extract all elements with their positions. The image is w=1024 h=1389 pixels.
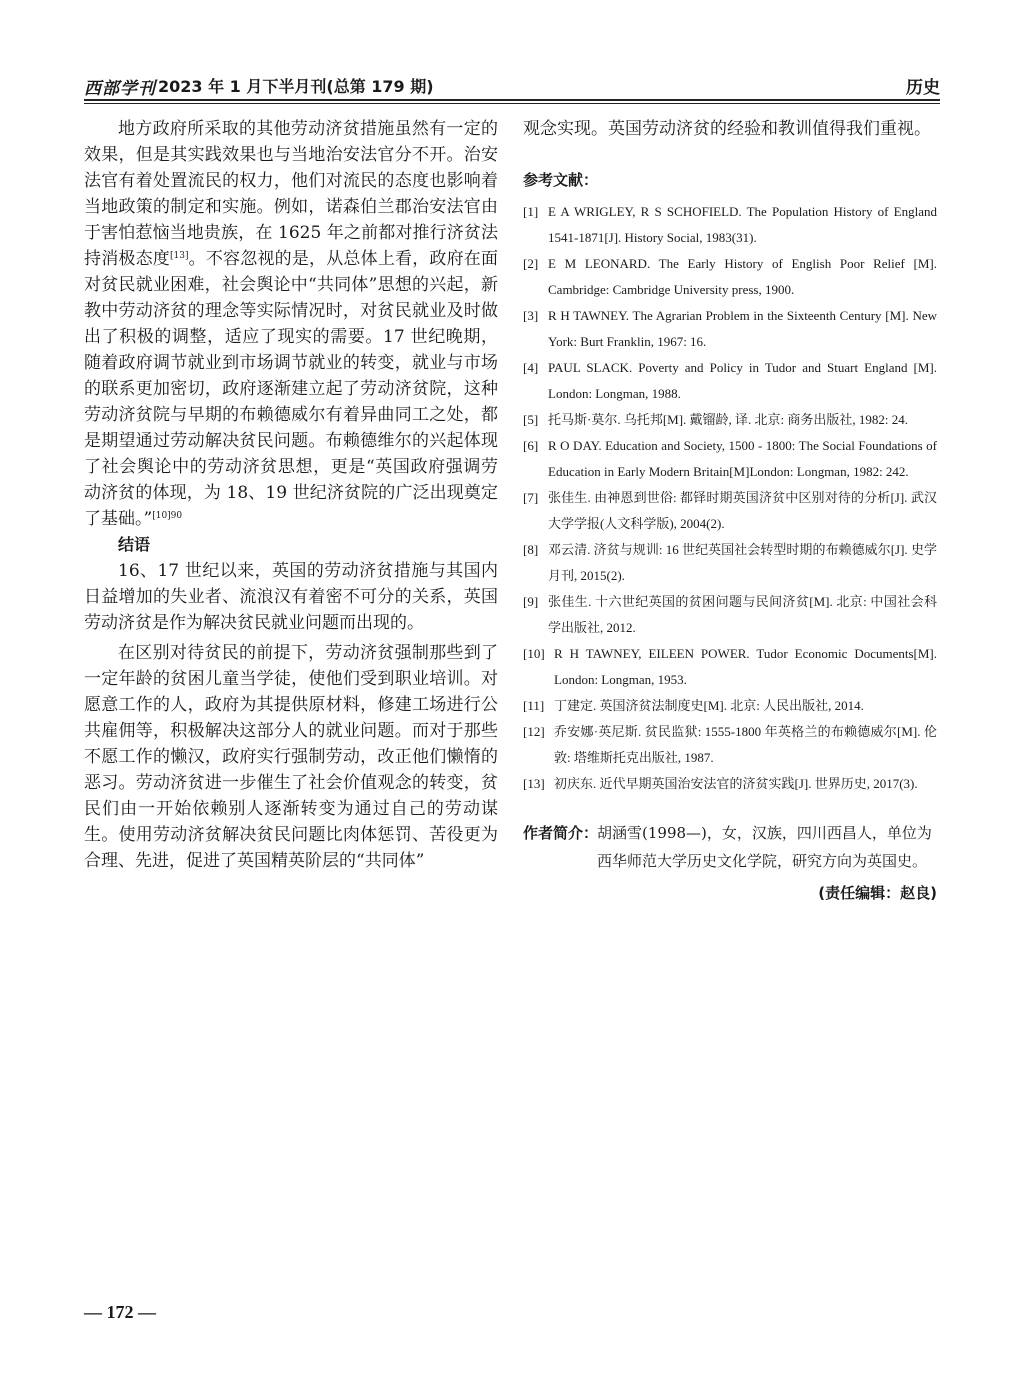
- paragraph-continuation: 观念实现。英国劳动济贫的经验和教训值得我们重视。: [523, 119, 931, 139]
- reference-item: [9] 张佳生. 十六世纪英国的贫困问题与民间济贫[M]. 北京: 中国社会科学出版社, 2012.: [523, 594, 937, 635]
- reference-item: [3] R H TAWNEY. The Agrarian Problem in the Sixteenth Century [M]. New York: Burt Franklin, 1967: 16.: [523, 308, 937, 349]
- citation: [10]90: [152, 511, 183, 521]
- reference-item: [8] 邓云清. 济贫与规训: 16 世纪英国社会转型时期的布赖德威尔[J]. 史学月刊, 2015(2).: [523, 542, 937, 583]
- page-header: [84, 70, 940, 100]
- author-text: 胡涵雪(1998—)，女，汉族，四川西昌人，单位为西华师范大学历史文化学院，研究方向为英国史。: [597, 824, 932, 870]
- responsible-editor: (责任编辑：赵良): [818, 884, 937, 902]
- issue-info: 2023 年 1 月下半月刊(总第 179 期): [158, 77, 434, 96]
- header-rule: [84, 99, 940, 101]
- references-list: [523, 199, 937, 797]
- right-column: [523, 116, 937, 905]
- author-bio: [523, 819, 937, 875]
- header-rule-thin: [84, 103, 940, 104]
- paragraph-1: 地方政府所采取的其他劳动济贫措施虽然有一定的效果，但是其实践效果也与当地治安法官分不开。治安法官有着处置流民的权力，他们对流民的态度也影响着当地政策的制定和实施。例如，诺森伯兰郡治安法官由于害怕惹恼当地贵族，在 1625 年之前都对推行济贫法持消极态度[13]。不容忽视的是，从总体上看，政府在面对贫民就业困难，社会舆论中“共同体”思想的兴起，新教中劳动济贫的理念等实际情况时，对贫民就业及时做出了积极的调整，适应了现实的需要。17 世纪晚期，随着政府调节就业到市场调节就业的转变，就业与市场的联系更加密切，政府逐渐建立起了劳动济贫院，这种劳动济贫院与早期的布赖德威尔有着异曲同工之处，都是期望通过劳动解决贫民问题。布赖德维尔的兴起体现了社会舆论中的劳动济贫思想，更是“英国政府强调劳动济贫的体现，为 18、19 世纪济贫院的广泛出现奠定了基础。”$^{[10]90}$: [84, 119, 499, 529]
- paragraph-2: 16、17 世纪以来，英国的劳动济贫措施与其国内日益增加的失业者、流浪汉有着密不可分的关系，英国劳动济贫是作为解决贫民就业问题而出现的。: [84, 561, 498, 633]
- reference-item: [6] R O DAY. Education and Society, 1500 - 1800: The Social Foundations of Education in Early Modern Britain[M]London: Longman, 1982: 242.: [523, 438, 937, 479]
- reference-item: [5] 托马斯·莫尔. 乌托邦[M]. 戴镏龄, 译. 北京: 商务出版社, 1982: 24.: [523, 412, 909, 427]
- page-number: — 172 —: [84, 1302, 156, 1322]
- journal-logo: 西部学刊: [84, 79, 156, 99]
- reference-item: [4] PAUL SLACK. Poverty and Policy in Tudor and Stuart England [M]. London: Longman, 1988.: [523, 360, 937, 401]
- reference-item: [11] 丁建定. 英国济贫法制度史[M]. 北京: 人民出版社, 2014.: [523, 698, 864, 713]
- reference-item: [10] R H TAWNEY, EILEEN POWER. Tudor Economic Documents[M]. London: Longman, 1953.: [523, 646, 937, 687]
- reference-item: [13] 初庆东. 近代早期英国治安法官的济贫实践[J]. 世界历史, 2017(3).: [523, 776, 918, 791]
- reference-item: [1] E A WRIGLEY, R S SCHOFIELD. The Population History of England 1541-1871[J]. History Social, 1983(31).: [523, 204, 937, 245]
- reference-item: [7] 张佳生. 由神恩到世俗: 都铎时期英国济贫中区别对待的分析[J]. 武汉大学学报(人文科学版), 2004(2).: [523, 490, 937, 531]
- author-label: 作者简介：: [523, 824, 599, 842]
- references-heading: 参考文献：: [523, 171, 599, 189]
- reference-item: [2] E M LEONARD. The Early History of English Poor Relief [M]. Cambridge: Cambridge University press, 1900.: [523, 256, 937, 297]
- reference-item: [12] 乔安娜·英尼斯. 贫民监狱: 1555-1800 年英格兰的布赖德威尔[M]. 伦敦: 塔维斯托克出版社, 1987.: [523, 724, 937, 765]
- paragraph-3: 在区别对待贫民的前提下，劳动济贫强制那些到了一定年龄的贫困儿童当学徒，使他们受到职业培训。对愿意工作的人，政府为其提供原材料，修建工场进行公共雇佣等，积极解决这部分人的就业问题。而对于那些不愿工作的懒汉，政府实行强制劳动，改正他们懒惰的恶习。劳动济贫进一步催生了社会价值观念的转变，贫民们由一开始依赖别人逐渐转变为通过自己的劳动谋生。使用劳动济贫解决贫民问题比肉体惩罚、苦役更为合理、先进，促进了英国精英阶层的“共同体”: [84, 643, 498, 871]
- section-heading-conclusion: 结语: [118, 535, 151, 554]
- citation: [13]: [169, 251, 189, 261]
- left-column: [84, 116, 498, 874]
- section-title: 历史: [906, 78, 940, 98]
